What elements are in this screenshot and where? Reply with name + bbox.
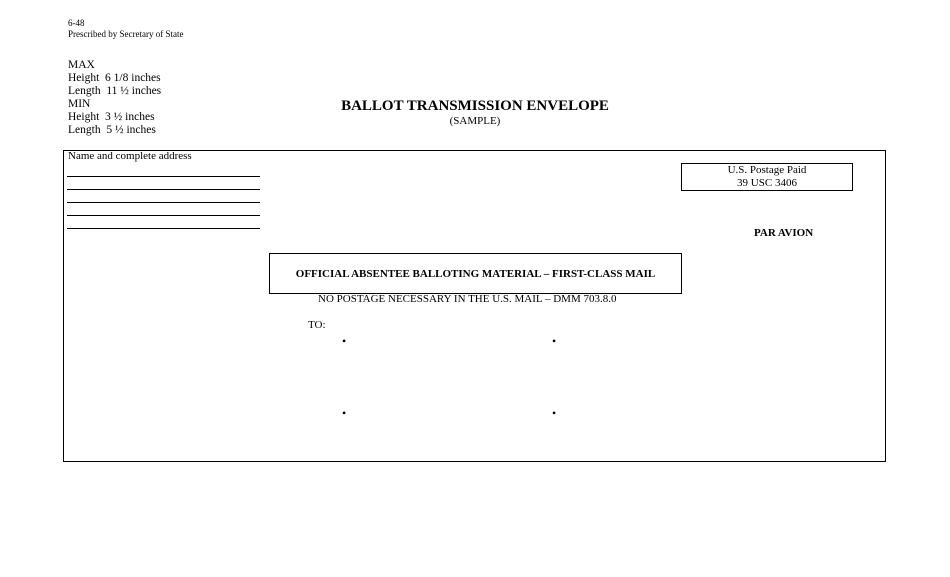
postage-paid-line2: 39 USC 3406 xyxy=(737,177,797,189)
address-bullet: • xyxy=(552,406,557,420)
official-mail-text: OFFICIAL ABSENTEE BALLOTING MATERIAL – FIRST-CLASS MAIL xyxy=(295,267,656,280)
return-address-line xyxy=(67,215,260,216)
return-address-line xyxy=(67,228,260,229)
page-subtitle: (SAMPLE) xyxy=(449,115,501,127)
to-label: TO: xyxy=(308,319,326,331)
form-number: 6-48 xyxy=(68,18,85,28)
par-avion-label: PAR AVION xyxy=(754,227,814,239)
max-height: Height 6 1/8 inches xyxy=(68,72,161,84)
page-title: BALLOT TRANSMISSION ENVELOPE xyxy=(341,98,609,114)
address-bullet: • xyxy=(342,406,347,420)
postage-paid-line1: U.S. Postage Paid xyxy=(727,164,807,176)
max-label: MAX xyxy=(68,59,95,71)
min-height: Height 3 ½ inches xyxy=(68,111,155,123)
official-mail-box xyxy=(269,253,682,294)
address-bullet: • xyxy=(552,334,557,348)
envelope-outline xyxy=(63,150,886,462)
max-length: Length 11 ½ inches xyxy=(68,85,162,97)
return-address-line xyxy=(67,189,260,190)
return-address-line xyxy=(67,202,260,203)
min-label: MIN xyxy=(68,98,91,110)
no-postage-text: NO POSTAGE NECESSARY IN THE U.S. MAIL – DMM 703.8.0 xyxy=(318,293,617,305)
return-address-line xyxy=(67,176,260,177)
address-bullet: • xyxy=(342,334,347,348)
prescribed-by-text: Prescribed by Secretary of State xyxy=(68,29,184,39)
return-address-label: Name and complete address xyxy=(68,150,192,162)
min-length: Length 5 ½ inches xyxy=(68,124,156,136)
postage-paid-box xyxy=(681,163,853,191)
